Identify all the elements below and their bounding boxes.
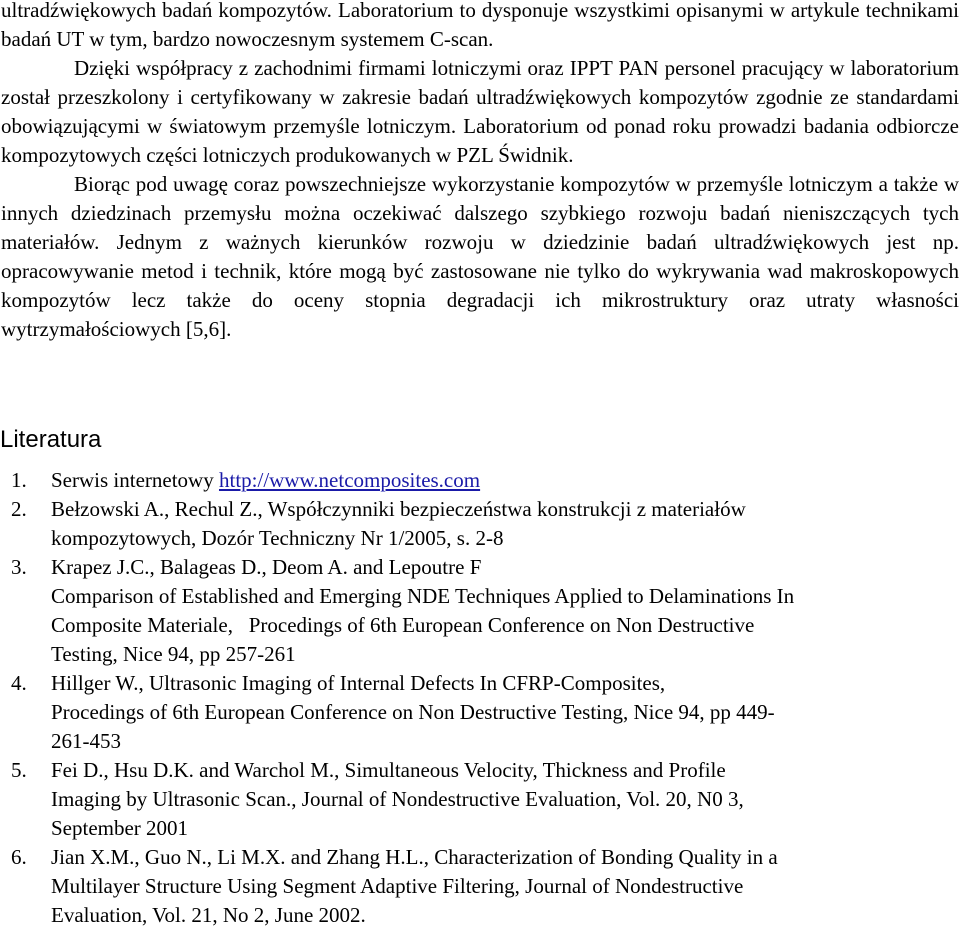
reference-number: 2. [11, 497, 27, 521]
reference-link[interactable]: http://www.netcomposites.com [218, 468, 481, 492]
reference-item-3 [0, 553, 958, 669]
reference-item-4 [0, 669, 958, 756]
reference-line: Testing, Nice 94, pp 257-261 [51, 642, 296, 666]
reference-line: Composite Materiale, Procedings of 6th European Conference on Non Destructive [51, 613, 755, 637]
references-list [0, 466, 958, 930]
reference-number: 3. [11, 555, 27, 579]
reference-number: 6. [11, 845, 27, 869]
paragraph-3: Biorąc pod uwagę coraz powszechniejsze wykorzystanie kompozytów w przemyśle lotniczym a także w innych dziedzinach przemysłu można oczekiwać dalszego szybkiego rozwoju badań nieniszczących tych materiałów. Jednym z ważnych kierunków rozwoju w dziedzinie badań ultradźwiękowych jest np. opracowywanie metod i technik, które mogą być zastosowane nie tylko do wykrywania wad makroskopowych kompozytów lecz także do oceny stopnia degradacji ich mikrostruktury oraz utraty własności wytrzymałościowych [5,6]. [1, 172, 959, 341]
reference-line: Jian X.M., Guo N., Li M.X. and Zhang H.L., Characterization of Bonding Quality in a [51, 845, 778, 869]
references-heading: Literatura [0, 426, 102, 453]
reference-number: 1. [11, 468, 27, 492]
reference-item-5 [0, 756, 958, 843]
body-text [1, 0, 959, 344]
reference-text: Serwis internetowy [51, 468, 219, 492]
reference-item-6 [0, 843, 958, 930]
reference-number: 5. [11, 758, 27, 782]
reference-line: September 2001 [51, 816, 189, 840]
reference-number: 4. [11, 671, 27, 695]
reference-line: 261-453 [51, 729, 121, 753]
reference-line: Krapez J.C., Balageas D., Deom A. and Lepoutre F [51, 555, 482, 579]
paragraph-2: Dzięki współpracy z zachodnimi firmami lotniczymi oraz IPPT PAN personel pracujący w laboratorium został przeszkolony i certyfikowany w zakresie badań ultradźwiękowych kompozytów zgodnie ze standardami obowiązującymi w światowym przemyśle lotniczym. Laboratorium od ponad roku prowadzi badania odbiorcze kompozytowych części lotniczych produkowanych w PZL Świdnik. [1, 56, 959, 167]
reference-line: Fei D., Hsu D.K. and Warchol M., Simultaneous Velocity, Thickness and Profile [51, 758, 726, 782]
reference-line [51, 466, 958, 495]
reference-line: kompozytowych, Dozór Techniczny Nr 1/2005, s. 2-8 [51, 526, 504, 550]
reference-item-2 [0, 495, 958, 553]
paragraph-1: ultradźwiękowych badań kompozytów. Laboratorium to dysponuje wszystkimi opisanymi w artykule technikami badań UT w tym, bardzo nowoczesnym systemem C-scan. [1, 0, 959, 51]
reference-line: Bełzowski A., Rechul Z., Współczynniki bezpieczeństwa konstrukcji z materiałów [51, 497, 746, 521]
reference-line: Hillger W., Ultrasonic Imaging of Internal Defects In CFRP-Composites, [51, 671, 666, 695]
reference-line: Comparison of Established and Emerging NDE Techniques Applied to Delaminations In [51, 584, 795, 608]
reference-line: Evaluation, Vol. 21, No 2, June 2002. [51, 903, 366, 927]
reference-line: Multilayer Structure Using Segment Adaptive Filtering, Journal of Nondestructive [51, 874, 744, 898]
reference-line: Imaging by Ultrasonic Scan., Journal of Nondestructive Evaluation, Vol. 20, N0 3, [51, 787, 744, 811]
reference-item-1 [0, 466, 958, 495]
reference-line: Procedings of 6th European Conference on Non Destructive Testing, Nice 94, pp 449- [51, 700, 775, 724]
